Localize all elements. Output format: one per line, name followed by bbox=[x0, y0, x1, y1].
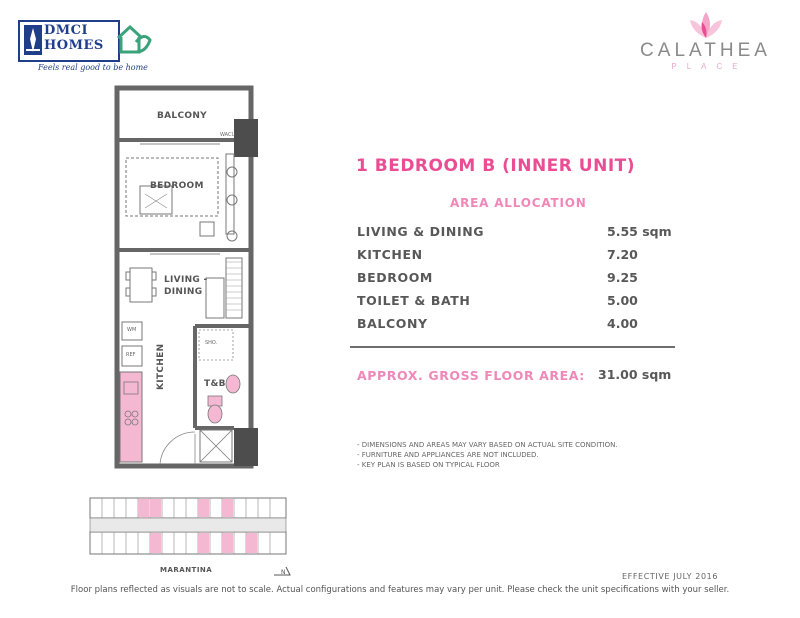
note-item: - DIMENSIONS AND AREAS MAY VARY BASED ON ACTUAL SITE CONDITION. bbox=[357, 441, 618, 449]
project-subname: PLACE bbox=[671, 62, 748, 71]
area-name: TOILET & BATH bbox=[357, 293, 471, 308]
washing-machine-label: WM bbox=[127, 327, 137, 333]
north-arrow-icon bbox=[272, 563, 292, 579]
shower-label: SHO. bbox=[205, 340, 218, 346]
effective-date: EFFECTIVE JULY 2016 bbox=[622, 572, 719, 581]
area-name: BALCONY bbox=[357, 316, 428, 331]
north-label: N bbox=[281, 569, 286, 576]
area-value: 5.00 bbox=[607, 293, 638, 308]
project-name: CALATHEA bbox=[640, 40, 771, 61]
floor-plan bbox=[100, 82, 270, 482]
area-value: 5.55 sqm bbox=[607, 224, 672, 239]
area-name: BEDROOM bbox=[357, 270, 433, 285]
notes bbox=[357, 440, 618, 470]
dmci-wordmark bbox=[44, 23, 104, 53]
room-label-living-line2: DINING bbox=[164, 287, 203, 297]
area-value: 7.20 bbox=[607, 247, 638, 262]
area-value: 4.00 bbox=[607, 316, 638, 331]
area-row bbox=[357, 224, 677, 247]
calathea-place-logo bbox=[638, 10, 773, 70]
table-divider bbox=[350, 346, 675, 348]
area-row bbox=[357, 247, 677, 270]
room-label-balcony: BALCONY bbox=[157, 111, 207, 121]
dmci-emblem-icon bbox=[24, 25, 42, 55]
area-row bbox=[357, 293, 677, 316]
dmci-name-line1: DMCI bbox=[44, 23, 89, 38]
area-row bbox=[357, 316, 677, 339]
area-name: KITCHEN bbox=[357, 247, 423, 262]
dmci-homes-logo bbox=[18, 20, 148, 70]
area-name: LIVING & DINING bbox=[357, 224, 485, 239]
area-allocation-heading: AREA ALLOCATION bbox=[450, 196, 587, 210]
room-label-tb: T&B bbox=[204, 379, 226, 389]
area-row bbox=[357, 270, 677, 293]
flower-icon bbox=[688, 10, 724, 40]
note-item: - KEY PLAN IS BASED ON TYPICAL FLOOR bbox=[357, 461, 500, 469]
gross-floor-area-value: 31.00 sqm bbox=[598, 367, 672, 382]
refrigerator-label: REF bbox=[126, 352, 136, 358]
dmci-logo-box bbox=[18, 20, 120, 62]
note-item: - FURNITURE AND APPLIANCES ARE NOT INCLUDED. bbox=[357, 451, 539, 459]
room-label-bedroom: BEDROOM bbox=[150, 181, 204, 191]
acu-label: WACU bbox=[220, 132, 236, 138]
disclaimer: Floor plans reflected as visuals are not to scale. Actual configurations and features may vary per unit. Please check the unit specifications with your seller. bbox=[70, 585, 730, 595]
unit-title: 1 BEDROOM B (INNER UNIT) bbox=[356, 156, 636, 176]
area-allocation-table bbox=[357, 224, 677, 339]
dmci-name-line2: HOMES bbox=[44, 38, 104, 53]
dmci-tagline: Feels real good to be home bbox=[38, 63, 148, 72]
key-plan-drawing bbox=[88, 494, 298, 566]
key-plan-street-label: MARANTINA bbox=[160, 566, 213, 574]
gross-floor-area-label: APPROX. GROSS FLOOR AREA: bbox=[357, 368, 585, 383]
house-icon bbox=[116, 24, 152, 56]
area-value: 9.25 bbox=[607, 270, 638, 285]
room-label-kitchen: KITCHEN bbox=[156, 343, 166, 390]
room-label-living-line1: LIVING - bbox=[164, 275, 208, 285]
